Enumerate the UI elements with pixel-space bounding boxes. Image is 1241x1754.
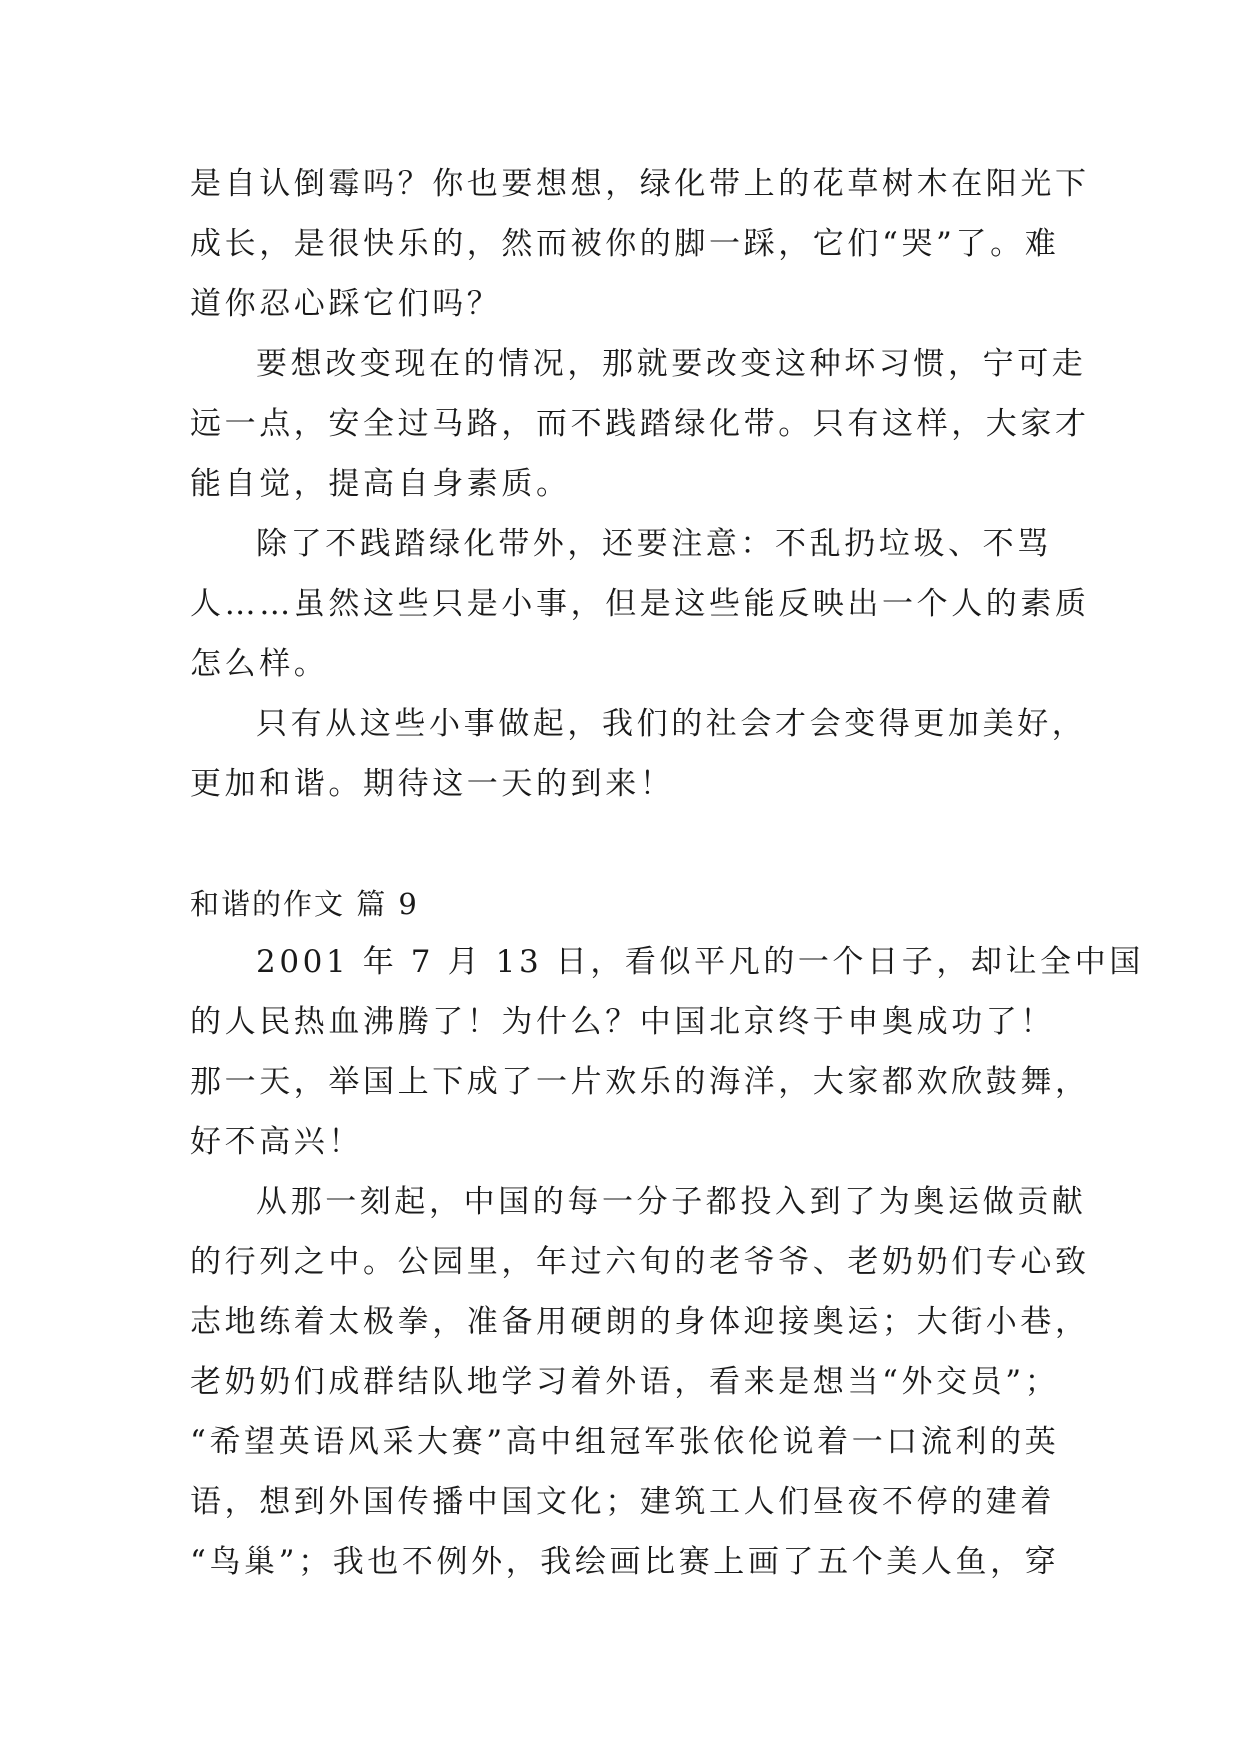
- paragraph-line: 2001 年 7 月 13 日，看似平凡的一个日子，却让全中国: [256, 944, 1144, 980]
- paragraph-line: 成长，是很快乐的，然而被你的脚一踩，它们“哭”了。难: [190, 226, 1060, 262]
- paragraph-line: 要想改变现在的情况，那就要改变这种坏习惯，宁可走: [256, 346, 1087, 382]
- paragraph-line: “希望英语风采大赛”高中组冠军张依伦说着一口流利的英: [190, 1424, 1060, 1460]
- paragraph: [190, 932, 1144, 1172]
- paragraph-line: “鸟巢”；我也不例外，我绘画比赛上画了五个美人鱼，穿: [190, 1544, 1060, 1580]
- paragraph-line: 志地练着太极拳，准备用硬朗的身体迎接奥运；大街小巷，: [190, 1304, 1090, 1340]
- section-heading: [190, 874, 1050, 934]
- paragraph-line: 那一天，举国上下成了一片欢乐的海洋，大家都欢欣鼓舞，: [190, 1064, 1090, 1100]
- paragraph-line: 是自认倒霉吗？你也要想想，绿化带上的花草树木在阳光下: [190, 166, 1090, 202]
- paragraph: [190, 334, 1090, 514]
- paragraph-line: 人……虽然这些只是小事，但是这些能反映出一个人的素质: [190, 586, 1090, 622]
- paragraph-line: 老奶奶们成群结队地学习着外语，看来是想当“外交员”；: [190, 1364, 1060, 1400]
- paragraph-line: 的行列之中。公园里，年过六旬的老爷爷、老奶奶们专心致: [190, 1244, 1090, 1280]
- paragraph-line: 除了不践踏绿化带外，还要注意：不乱扔垃圾、不骂: [256, 526, 1052, 562]
- paragraph-line: 远一点，安全过马路，而不践踏绿化带。只有这样，大家才: [190, 406, 1090, 442]
- paragraph-line: 语，想到外国传播中国文化；建筑工人们昼夜不停的建着: [190, 1484, 1055, 1520]
- paragraph-line: 道你忍心踩它们吗？: [190, 286, 502, 322]
- paragraph-line: 怎么样。: [190, 646, 329, 682]
- paragraph-line: 好不高兴！: [190, 1124, 363, 1160]
- paragraph-line: 更加和谐。期待这一天的到来！: [190, 766, 675, 802]
- paragraph-line: 只有从这些小事做起，我们的社会才会变得更加美好，: [256, 706, 1087, 742]
- paragraph: [190, 1172, 1090, 1592]
- paragraph-line: 从那一刻起，中国的每一分子都投入到了为奥运做贡献: [256, 1184, 1087, 1220]
- essay-title: 和谐的作文 篇 9: [190, 887, 419, 921]
- paragraph-line: 的人民热血沸腾了！为什么？中国北京终于申奥成功了！: [190, 1004, 1055, 1040]
- paragraph-continued: [190, 154, 1090, 334]
- paragraph: [190, 694, 1087, 814]
- paragraph: [190, 514, 1090, 694]
- paragraph-line: 能自觉，提高自身素质。: [190, 466, 571, 502]
